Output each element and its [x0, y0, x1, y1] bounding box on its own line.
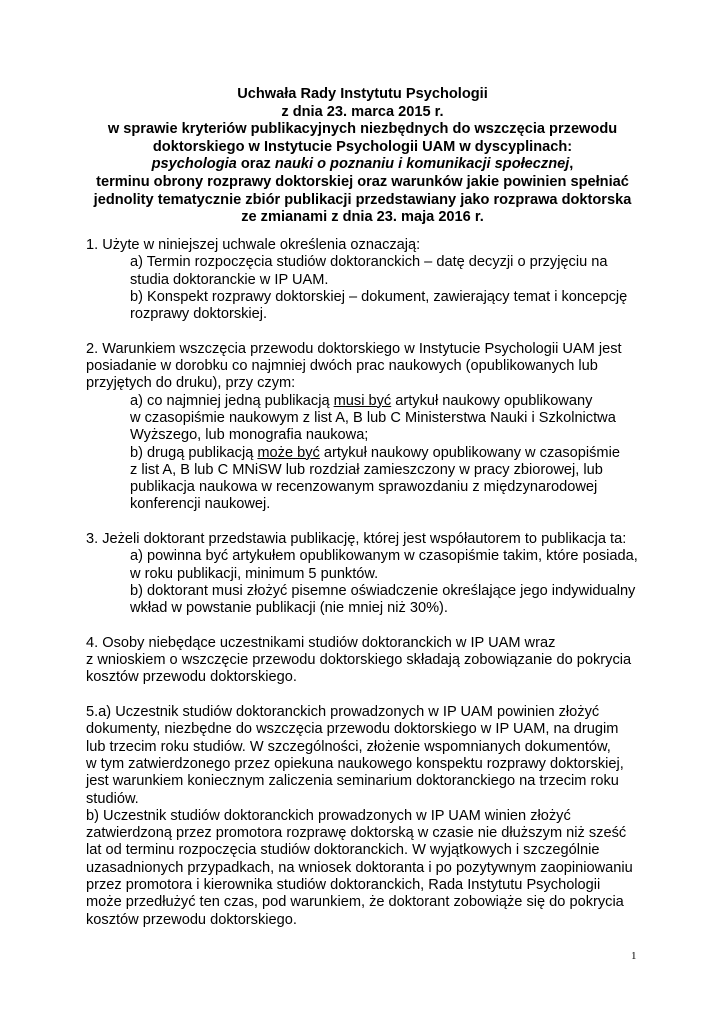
- paragraph-line: a) Termin rozpoczęcia studiów doktoranckich – datę decyzji o przyjęciu na: [130, 254, 608, 271]
- title-line: terminu obrony rozprawy doktorskiej oraz warunków jakie powinien spełniać: [96, 173, 629, 190]
- title-discipline-1: psychologia: [151, 156, 237, 173]
- paragraph-line: publikacja naukowa w recenzowanym sprawozdaniu z międzynarodowej: [130, 479, 598, 496]
- page-number: 1: [631, 950, 637, 962]
- title-line: jednolity tematycznie zbiór publikacji przedstawiany jako rozprawa doktorska: [93, 191, 632, 208]
- section-5: [86, 704, 646, 929]
- paragraph-line: z wnioskiem o wszczęcie przewodu doktorskiego składają zobowiązanie do pokrycia: [86, 652, 632, 669]
- title-line: w sprawie kryteriów publikacyjnych niezbędnych do wszczęcia przewodu: [107, 121, 618, 138]
- paragraph-line: kosztów przewodu doktorskiego.: [86, 669, 297, 686]
- document-body: [86, 237, 646, 929]
- paragraph-line: 1. Użyte w niniejszej uchwale określenia oznaczają:: [86, 237, 421, 253]
- paragraph-line: konferencji naukowej.: [130, 496, 271, 513]
- paragraph-line: lat od terminu rozpoczęcia studiów doktoranckich. W wyjątkowych i szczególnie: [86, 842, 600, 859]
- paragraph-line: kosztów przewodu doktorskiego.: [86, 911, 297, 928]
- section-1: [86, 237, 646, 323]
- title-discipline-2: nauki o poznaniu i komunikacji społecznej: [274, 156, 570, 173]
- paragraph-line: dokumenty, niezbędne do wszczęcia przewodu doktorskiego w IP UAM, na drugim: [86, 721, 619, 738]
- document-title: [60, 86, 665, 227]
- paragraph-line: 2. Warunkiem wszczęcia przewodu doktorskiego w Instytucie Psychologii UAM jest: [86, 340, 622, 357]
- paragraph-line: jest warunkiem koniecznym zaliczenia seminarium doktoranckiego na trzecim roku: [86, 773, 619, 790]
- paragraph-line: rozprawy doktorskiej.: [130, 306, 268, 323]
- title-connector: oraz: [236, 156, 275, 173]
- paragraph-line: z list A, B lub C MNiSW lub rozdział zamieszczony w pracy zbiorowej, lub: [130, 461, 603, 478]
- paragraph-line: 3. Jeżeli doktorant przedstawia publikację, której jest współautorem to publikacja ta:: [86, 531, 627, 548]
- paragraph-line: lub trzecim roku studiów. W szczególności, złożenie wspomnianych dokumentów,: [86, 738, 611, 755]
- paragraph-line: wkład w powstanie publikacji (nie mniej niż 30%).: [130, 600, 448, 617]
- paragraph-line: b) drugą publikacją może być artykuł naukowy opublikowany w czasopiśmie: [130, 444, 620, 461]
- title-line: z dnia 23. marca 2015 r.: [281, 103, 444, 120]
- paragraph-line: a) powinna być artykułem opublikowanym w czasopiśmie takim, które posiada,: [130, 548, 638, 565]
- paragraph-line: b) doktorant musi złożyć pisemne oświadczenie określające jego indywidualny: [130, 582, 636, 599]
- paragraph-line: w czasopiśmie naukowym z list A, B lub C Ministerstwa Nauki i Szkolnictwa: [130, 409, 616, 426]
- paragraph-line: w tym zatwierdzonego przez opiekuna naukowego konspektu rozprawy doktorskiej,: [86, 755, 624, 772]
- paragraph-line: może przedłużyć ten czas, pod warunkiem, że doktorant zobowiąże się do pokrycia: [86, 894, 624, 911]
- paragraph-line: uzasadnionych przypadkach, na wniosek doktoranta i po pozytywnym zaopiniowaniu: [86, 859, 633, 876]
- paragraph-line: posiadanie w dorobku co najmniej dwóch prac naukowych (opublikowanych lub: [86, 358, 598, 375]
- paragraph-line: 5.a) Uczestnik studiów doktoranckich prowadzonych w IP UAM powinien złożyć: [86, 704, 600, 721]
- paragraph-line: a) co najmniej jedną publikacją musi być artykuł naukowy opublikowany: [130, 392, 593, 409]
- underlined-may-be: może być: [257, 444, 320, 461]
- paragraph-line: studia doktoranckie w IP UAM.: [130, 271, 329, 288]
- paragraph-line: b) Konspekt rozprawy doktorskiej – dokument, zawierający temat i koncepcję: [130, 288, 628, 305]
- paragraph-line: zatwierdzoną przez promotora rozprawę doktorską w czasie nie dłuższym niż sześć: [86, 825, 627, 842]
- paragraph-line: przez promotora i kierownika studiów doktoranckich, Rada Instytutu Psychologii: [86, 876, 601, 893]
- underlined-must-be: musi być: [333, 392, 392, 409]
- section-3: [86, 531, 646, 617]
- paragraph-line: b) Uczestnik studiów doktoranckich prowadzonych w IP UAM winien złożyć: [86, 807, 571, 824]
- paragraph-line: przyjętych do druku), przy czym:: [86, 375, 296, 392]
- section-2: [86, 341, 646, 514]
- section-4: [86, 635, 646, 687]
- title-line: doktorskiego w Instytucie Psychologii UAM w dyscyplinach:: [152, 138, 573, 155]
- paragraph-line: Wyższego, lub monografia naukowa;: [130, 427, 369, 444]
- paragraph-line: studiów.: [86, 790, 139, 807]
- paragraph-line: 4. Osoby niebędące uczestnikami studiów doktoranckich w IP UAM wraz: [86, 634, 556, 651]
- paragraph-line: w roku publikacji, minimum 5 punktów.: [130, 565, 379, 582]
- title-line: Uchwała Rady Instytutu Psychologii: [237, 86, 488, 102]
- title-comma: ,: [569, 156, 574, 173]
- title-line: [60, 156, 665, 174]
- title-line: ze zmianami z dnia 23. maja 2016 r.: [241, 209, 484, 226]
